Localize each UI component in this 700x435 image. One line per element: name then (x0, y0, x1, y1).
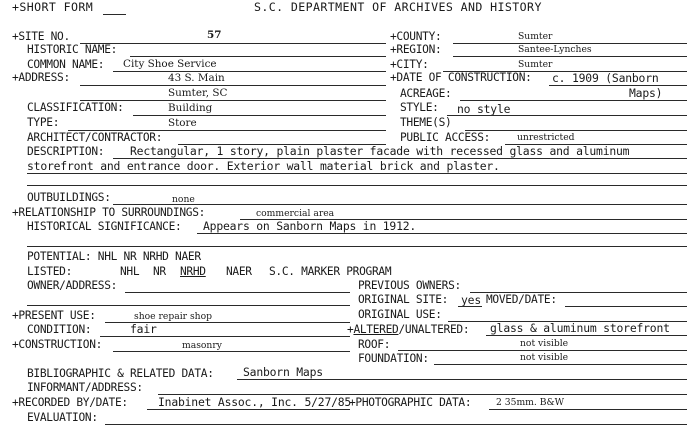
outbuildings-line (113, 204, 687, 205)
public-access-value: unrestricted (517, 132, 575, 143)
description-line3 (27, 185, 687, 186)
city-value: Sumter (518, 59, 553, 70)
roof-label: ROOF: (358, 338, 391, 351)
common-name-label: COMMON NAME: (27, 58, 105, 71)
outbuildings-value: none (172, 194, 195, 205)
date-of-construction-label: +DATE OF CONSTRUCTION: (390, 71, 532, 84)
date-of-construction-line1-value: c. 1909 (Sanborn (552, 71, 659, 85)
original-use-label: ORIGINAL USE: (358, 308, 442, 321)
foundation-value: not visible (520, 352, 569, 363)
address-line1 (80, 85, 386, 86)
historical-significance-value: Appears on Sanborn Maps in 1912. (203, 219, 417, 233)
public-access-label: PUBLIC ACCESS: (400, 131, 491, 144)
classification-label: CLASSIFICATION: (27, 101, 124, 114)
construction-value: masonry (182, 340, 222, 351)
listed-marker: S.C. MARKER PROGRAM (269, 265, 392, 278)
theme-label: THEME(S) (400, 116, 452, 129)
historical-significance-line2 (27, 246, 687, 247)
original-site-value: yes (461, 293, 481, 307)
photographic-data-label: +PHOTOGRAPHIC DATA: (349, 396, 472, 409)
theme-line (465, 130, 687, 131)
construction-line (113, 351, 350, 352)
address-line2-value: Sumter, SC (168, 87, 228, 99)
acreage-label: ACREAGE: (400, 87, 452, 100)
listed-nr: NR (153, 265, 166, 278)
informant-label: INFORMANT/ADDRESS: (27, 381, 143, 394)
common-name-value: City Shoe Service (123, 58, 217, 70)
city-label: +CITY: (390, 58, 429, 71)
address-line2 (80, 100, 386, 101)
county-value: Sumter (518, 31, 553, 42)
original-site-label: ORIGINAL SITE: (358, 293, 449, 306)
historic-name-label: HISTORIC NAME: (27, 43, 118, 56)
address-label: +ADDRESS: (12, 71, 70, 84)
description-line1-value: Rectangular, 1 story, plain plaster facade with recessed glass and aluminum (130, 144, 630, 158)
description-line2 (27, 173, 687, 174)
original-site-line (458, 306, 482, 307)
site-no-line (80, 43, 386, 44)
type-label: TYPE: (27, 116, 60, 129)
department-title: S.C. DEPARTMENT OF ARCHIVES AND HISTORY (254, 0, 542, 14)
historic-name-line (130, 56, 386, 57)
date-of-construction-line2-value: Maps) (629, 86, 663, 100)
acreage-line (460, 100, 687, 101)
moved-date-line (565, 306, 687, 307)
region-label: +REGION: (390, 43, 442, 56)
owner-address-line1 (125, 292, 350, 293)
previous-owners-label: PREVIOUS OWNERS: (358, 279, 461, 292)
relationship-value: commercial area (256, 208, 335, 219)
recorded-by-label: +RECORDED BY/DATE: (12, 396, 128, 409)
historical-significance-line1 (197, 233, 687, 234)
description-line2-value: storefront and entrance door. Exterior wall material brick and plaster. (27, 159, 500, 173)
foundation-line (434, 364, 687, 365)
construction-label: +CONSTRUCTION: (12, 338, 103, 351)
listed-nhl: NHL (120, 265, 140, 278)
type-value: Store (168, 117, 197, 129)
bibliographic-value: Sanborn Maps (243, 365, 323, 379)
style-line (447, 115, 687, 116)
recorded-by-line (147, 409, 350, 410)
roof-value: not visible (520, 338, 569, 349)
condition-value: fair (130, 322, 157, 336)
potential-label: POTENTIAL: NHL NR NRHD NAER (27, 250, 201, 263)
region-line (453, 56, 687, 57)
bibliographic-label: BIBLIOGRAPHIC & RELATED DATA: (27, 367, 214, 380)
evaluation-label: EVALUATION: (27, 411, 98, 424)
short-form-label: +SHORT FORM (12, 0, 94, 14)
region-value: Santee-Lynches (518, 44, 592, 55)
altered-label: +ALTERED/UNALTERED: (347, 323, 470, 336)
roof-line (398, 350, 687, 351)
condition-label: CONDITION: (27, 323, 92, 336)
moved-date-label: MOVED/DATE: (486, 293, 557, 306)
style-value: no style (457, 102, 511, 116)
listed-naer: NAER (226, 265, 252, 278)
listed-label: LISTED: (27, 265, 73, 278)
site-no-value: 57 (207, 29, 222, 41)
relationship-label: +RELATIONSHIP TO SURROUNDINGS: (12, 206, 206, 219)
altered-value: glass & aluminum storefront (490, 321, 670, 335)
photographic-data-line (489, 409, 687, 410)
address-line1-value: 43 S. Main (168, 72, 225, 84)
evaluation-line (105, 424, 687, 425)
classification-line (133, 115, 386, 116)
outbuildings-label: OUTBUILDINGS: (27, 191, 111, 204)
condition-line (100, 336, 350, 337)
description-label: DESCRIPTION: (27, 145, 105, 158)
foundation-label: FOUNDATION: (358, 352, 429, 365)
bibliographic-line (237, 379, 687, 380)
owner-address-label: OWNER/ADDRESS: (27, 279, 118, 292)
photographic-data-value: 2 35mm. B&W (496, 397, 565, 408)
historical-significance-label: HISTORICAL SIGNIFICANCE: (27, 220, 182, 233)
present-use-label: +PRESENT USE: (12, 309, 96, 322)
site-no-label: +SITE NO. (12, 30, 70, 43)
listed-nrhd: NRHD (180, 265, 206, 278)
short-form-blank (103, 14, 126, 15)
owner-address-line2 (27, 305, 350, 306)
present-use-value: shoe repair shop (134, 311, 213, 322)
recorded-by-value: Inabinet Assoc., Inc. 5/27/85 (158, 395, 352, 409)
style-label: STYLE: (400, 101, 439, 114)
county-label: +COUNTY: (390, 30, 442, 43)
altered-line (486, 335, 687, 336)
date-of-construction-line1 (549, 85, 687, 86)
classification-value: Building (168, 102, 213, 114)
common-name-line (113, 71, 386, 72)
architect-label: ARCHITECT/CONTRACTOR: (27, 131, 163, 144)
